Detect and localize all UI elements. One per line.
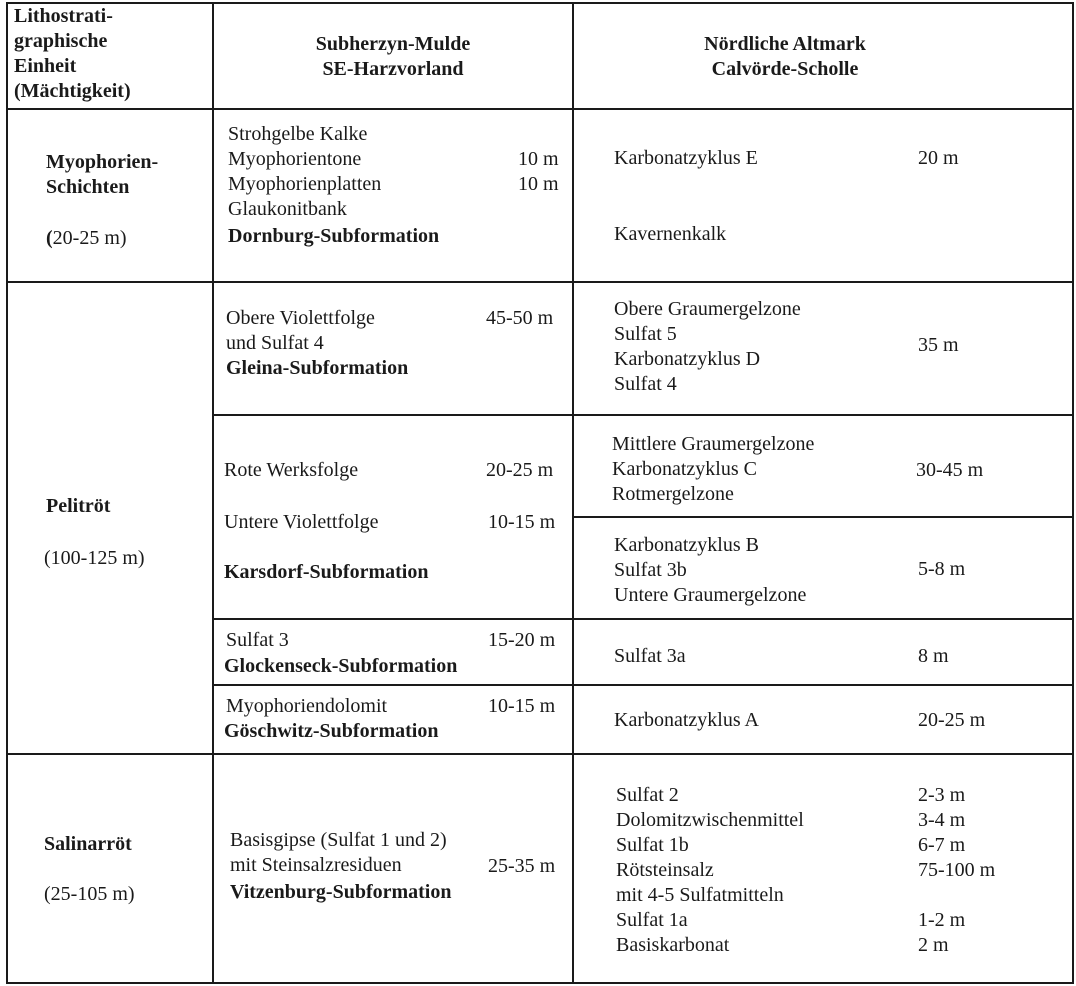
karsdorf-value1: 20-25 m <box>486 459 554 481</box>
altmark-d-value: 35 m <box>918 334 959 356</box>
table-border-right <box>1072 2 1074 984</box>
dornburg-formation: Dornburg-Subformation <box>228 225 440 247</box>
header-col1: Lithostrati- graphische Einheit (Mächtigkeit) <box>14 5 131 102</box>
goeschwitz-value: 10-15 m <box>488 695 556 717</box>
column-divider-1 <box>212 2 214 984</box>
unit-salinarroet-thickness: (25-105 m) <box>44 883 135 905</box>
glockenseck-value: 15-20 m <box>488 629 556 651</box>
altmark-b-value: 5-8 m <box>918 558 966 580</box>
altmark-c-lines: Mittlere Graumergelzone Karbonatzyklus C Rotmergelzone <box>612 433 815 505</box>
altmark-salinar-values: 2-3 m 3-4 m 6-7 m 75-100 m 1-2 m 2 m <box>918 784 996 956</box>
altmark-a-value: 20-25 m <box>918 709 986 731</box>
header-col2: Subherzyn-Mulde SE-Harzvorland <box>315 33 471 80</box>
divider-altmark-c-b <box>572 516 1074 518</box>
altmark-3a-value: 8 m <box>918 645 949 667</box>
unit-pelitroet-name: Pelitröt <box>46 495 111 517</box>
goeschwitz-line: Myophoriendolomit <box>226 695 388 717</box>
divider-gleina-karsdorf <box>212 414 1074 416</box>
unit-myophorien-thickness: (20-25 m) <box>46 227 127 249</box>
dornburg-values: 10 m 10 m <box>518 148 559 195</box>
altmark-e-line1: Karbonatzyklus E <box>614 147 758 169</box>
altmark-3a-line: Sulfat 3a <box>614 645 686 667</box>
altmark-c-value: 30-45 m <box>916 459 984 481</box>
karsdorf-value2: 10-15 m <box>488 511 556 533</box>
karsdorf-line1: Rote Werksfolge <box>224 459 359 481</box>
altmark-e-line2: Kavernenkalk <box>614 223 727 245</box>
column-divider-2 <box>572 2 574 984</box>
karsdorf-formation: Karsdorf-Subformation <box>224 561 429 583</box>
altmark-e-value: 20 m <box>918 147 959 169</box>
divider-myophorien-pelitroet <box>6 281 1074 283</box>
table-border-left <box>6 2 8 984</box>
vitzenburg-formation: Vitzenburg-Subformation <box>230 881 452 903</box>
gleina-formation: Gleina-Subformation <box>226 357 409 379</box>
altmark-salinar-lines: Sulfat 2 Dolomitzwischenmittel Sulfat 1b Rötsteinsalz mit 4-5 Sulfatmitteln Sulfat 1a Basiskarbonat <box>616 784 804 956</box>
vitzenburg-value: 25-35 m <box>488 855 556 877</box>
gleina-value: 45-50 m <box>486 307 554 329</box>
altmark-b-lines: Karbonatzyklus B Sulfat 3b Untere Graumergelzone <box>614 534 807 606</box>
unit-pelitroet-thickness: (100-125 m) <box>44 547 145 569</box>
gleina-lines: Obere Violettfolge und Sulfat 4 <box>226 307 375 354</box>
glockenseck-formation: Glockenseck-Subformation <box>224 655 458 677</box>
altmark-a-line: Karbonatzyklus A <box>614 709 759 731</box>
altmark-d-lines: Obere Graumergelzone Sulfat 5 Karbonatzyklus D Sulfat 4 <box>614 298 801 395</box>
goeschwitz-formation: Göschwitz-Subformation <box>224 720 439 742</box>
karsdorf-line2: Untere Violettfolge <box>224 511 379 533</box>
dornburg-lines: Strohgelbe Kalke Myophorientone Myophorienplatten Glaukonitbank <box>228 123 382 220</box>
table-border-top <box>6 2 1074 4</box>
glockenseck-line: Sulfat 3 <box>226 629 289 651</box>
divider-glockenseck-goeschwitz <box>212 684 1074 686</box>
vitzenburg-lines: Basisgipse (Sulfat 1 und 2) mit Steinsalzresiduen <box>230 829 447 876</box>
unit-salinarroet-name: Salinarröt <box>44 833 132 855</box>
header-divider <box>6 108 1074 110</box>
table-border-bottom <box>6 982 1074 984</box>
header-col3: Nördliche Altmark Calvörde-Scholle <box>704 33 866 80</box>
divider-pelitroet-salinarroet <box>6 753 1074 755</box>
unit-myophorien-name: Myophorien- Schichten <box>46 151 159 198</box>
divider-karsdorf-glockenseck <box>212 618 1074 620</box>
